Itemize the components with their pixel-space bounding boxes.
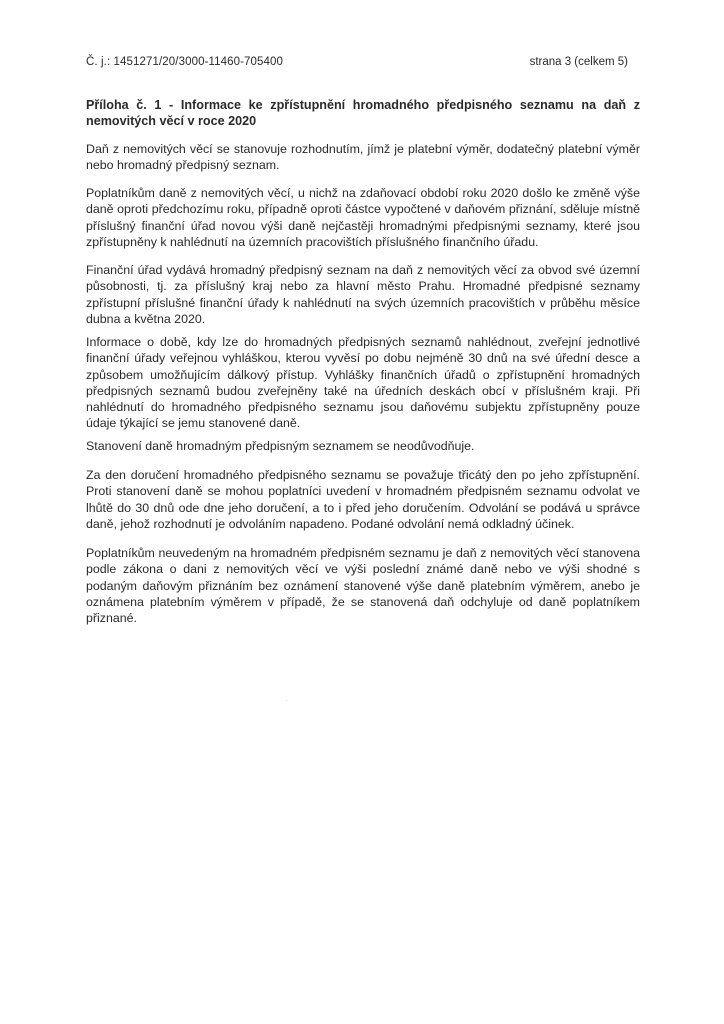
page-indicator: strana 3 (celkem 5) — [529, 56, 628, 68]
scan-speck — [286, 700, 287, 701]
document-title: Příloha č. 1 - Informace ke zpřístupnění hromadného předpisného seznamu na daň z nemovitých věcí v roce 2020 — [86, 98, 640, 128]
paragraph-5: Stanovení daně hromadným předpisným seznamem se neodůvodňuje. — [86, 439, 475, 453]
paragraph-1: Daň z nemovitých věcí se stanovuje rozhodnutím, jímž je platební výměr, dodatečný platební výměr nebo hromadný předpisný seznam. — [86, 142, 640, 173]
paragraph-7: Poplatníkům neuvedeným na hromadném předpisném seznamu je daň z nemovitých věcí stanovena podle zákona o dani z nemovitých věcí ve výši poslední známé daně nebo ve výši shodné s podaným daňovým přiznáním bez oznámení stanovené výše daně platebním výměrem, anebo je oznámena platebním výměrem v případě, že se stanovená daň odchyluje od daně poplatníkem přiznané. — [86, 546, 640, 626]
reference-number: Č. j.: 1451271/20/3000-11460-705400 — [86, 56, 284, 68]
paragraph-2: Poplatníkům daně z nemovitých věcí, u nichž na zdaňovací období roku 2020 došlo ke změně výše daně oproti předchozímu roku, případně oproti částce vypočtené v daňovém přiznání, sděluje místně příslušný finanční úřad novou výši daně nejčastěji hromadnými předpisnými seznamy, které jsou zpřístupněny k nahlédnutí na územních pracovištích příslušného finančního úřadu. — [86, 186, 640, 249]
paragraph-3: Finanční úřad vydává hromadný předpisný seznam na daň z nemovitých věcí za obvod své územní působnosti, tj. za příslušný kraj nebo za hlavní město Prahu. Hromadné předpisné seznamy zpřístupní příslušné finanční úřady k nahlédnutí na svých územních pracovištích v průběhu měsíce dubna a května 2020. — [86, 263, 640, 326]
paragraph-4: Informace o době, kdy lze do hromadných předpisných seznamů nahlédnout, zveřejní jednotlivé finanční úřady veřejnou vyhláškou, kterou vyvěsí po dobu nejméně 30 dnů na své úřední desce a způsobem umožňujícím dálkový přístup. Vyhlášky finančních úřadů o zpřístupnění hromadných předpisných seznamů budou zveřejněny také na úředních deskách obcí v příslušném kraji. Při nahlédnutí do hromadného předpisného seznamu jsou daňovému subjektu zpřístupněny pouze údaje týkající se jemu stanovené daně. — [86, 335, 640, 431]
paragraph-6: Za den doručení hromadného předpisného seznamu se považuje třicátý den po jeho zpřístupnění. Proti stanovení daně se mohou poplatníci uvedení v hromadném předpisném seznamu odvolat ve lhůtě do 30 dnů ode dne jeho doručení, a to i před jeho doručením. Odvolání se podává u správce daně, jehož rozhodnutí je odvoláním napadeno. Podané odvolání nemá odkladný účinek. — [86, 468, 640, 531]
